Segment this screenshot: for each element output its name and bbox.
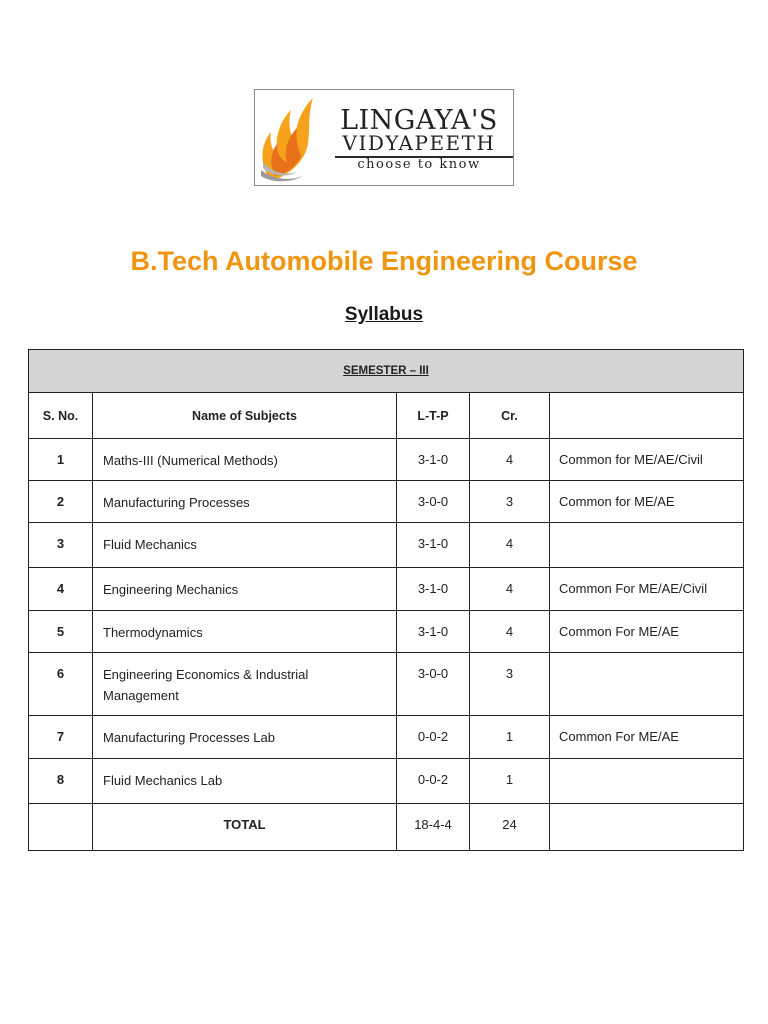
total-row <box>29 804 744 851</box>
table-row <box>29 759 744 804</box>
row-subject: Maths-III (Numerical Methods) <box>93 439 397 481</box>
row-sno: 8 <box>29 759 93 804</box>
row-subject: Manufacturing Processes Lab <box>93 716 397 759</box>
row-remark: Common For ME/AE <box>550 716 744 759</box>
row-credits: 3 <box>470 481 550 523</box>
semester-label: SEMESTER – III <box>29 350 744 393</box>
institution-logo <box>254 89 514 186</box>
semester-row <box>29 350 744 393</box>
syllabus-table <box>28 349 744 851</box>
row-subject: Engineering Mechanics <box>93 568 397 611</box>
flame-logo-icon <box>257 92 323 184</box>
table-row <box>29 611 744 653</box>
column-header-sno: S. No. <box>29 393 93 439</box>
row-sno: 1 <box>29 439 93 481</box>
column-header-credits: Cr. <box>470 393 550 439</box>
row-sno: 5 <box>29 611 93 653</box>
table-row <box>29 716 744 759</box>
row-ltp: 3-1-0 <box>397 439 470 481</box>
row-sno: 3 <box>29 523 93 568</box>
document-title: B.Tech Automobile Engineering Course <box>130 246 638 276</box>
row-ltp: 3-0-0 <box>397 653 470 716</box>
logo-tagline: choose to know <box>357 157 481 172</box>
logo-name-line1: LINGAYA'S <box>340 105 498 136</box>
row-remark <box>550 759 744 804</box>
row-ltp: 3-1-0 <box>397 611 470 653</box>
row-sno: 6 <box>29 653 93 716</box>
row-subject: Thermodynamics <box>93 611 397 653</box>
row-remark: Common for ME/AE <box>550 481 744 523</box>
table-row <box>29 523 744 568</box>
row-sno: 2 <box>29 481 93 523</box>
row-subject: Engineering Economics & Industrial Management <box>93 653 397 716</box>
row-credits: 3 <box>470 653 550 716</box>
row-sno: 4 <box>29 568 93 611</box>
row-subject: Fluid Mechanics <box>93 523 397 568</box>
column-header-subject: Name of Subjects <box>93 393 397 439</box>
row-credits: 4 <box>470 523 550 568</box>
logo-name-line2: VIDYAPEETH <box>342 131 496 155</box>
row-ltp: 0-0-2 <box>397 716 470 759</box>
total-label: TOTAL <box>93 804 397 851</box>
row-ltp: 0-0-2 <box>397 759 470 804</box>
row-remark: Common For ME/AE <box>550 611 744 653</box>
row-ltp: 3-1-0 <box>397 568 470 611</box>
row-sno: 7 <box>29 716 93 759</box>
table-row <box>29 481 744 523</box>
total-credits: 24 <box>470 804 550 851</box>
header-row <box>29 393 744 439</box>
row-remark: Common For ME/AE/Civil <box>550 568 744 611</box>
table-row <box>29 439 744 481</box>
table-row <box>29 568 744 611</box>
row-remark <box>550 653 744 716</box>
row-remark <box>550 523 744 568</box>
row-credits: 4 <box>470 611 550 653</box>
row-credits: 4 <box>470 568 550 611</box>
total-remark-cell <box>550 804 744 851</box>
total-empty-cell <box>29 804 93 851</box>
row-credits: 4 <box>470 439 550 481</box>
row-ltp: 3-0-0 <box>397 481 470 523</box>
row-subject: Manufacturing Processes <box>93 481 397 523</box>
column-header-ltp: L-T-P <box>397 393 470 439</box>
table-row <box>29 653 744 716</box>
row-credits: 1 <box>470 759 550 804</box>
row-remark: Common for ME/AE/Civil <box>550 439 744 481</box>
row-subject: Fluid Mechanics Lab <box>93 759 397 804</box>
row-ltp: 3-1-0 <box>397 523 470 568</box>
document-subtitle: Syllabus <box>344 304 424 325</box>
row-credits: 1 <box>470 716 550 759</box>
total-ltp: 18-4-4 <box>397 804 470 851</box>
column-header-remarks <box>550 393 744 439</box>
